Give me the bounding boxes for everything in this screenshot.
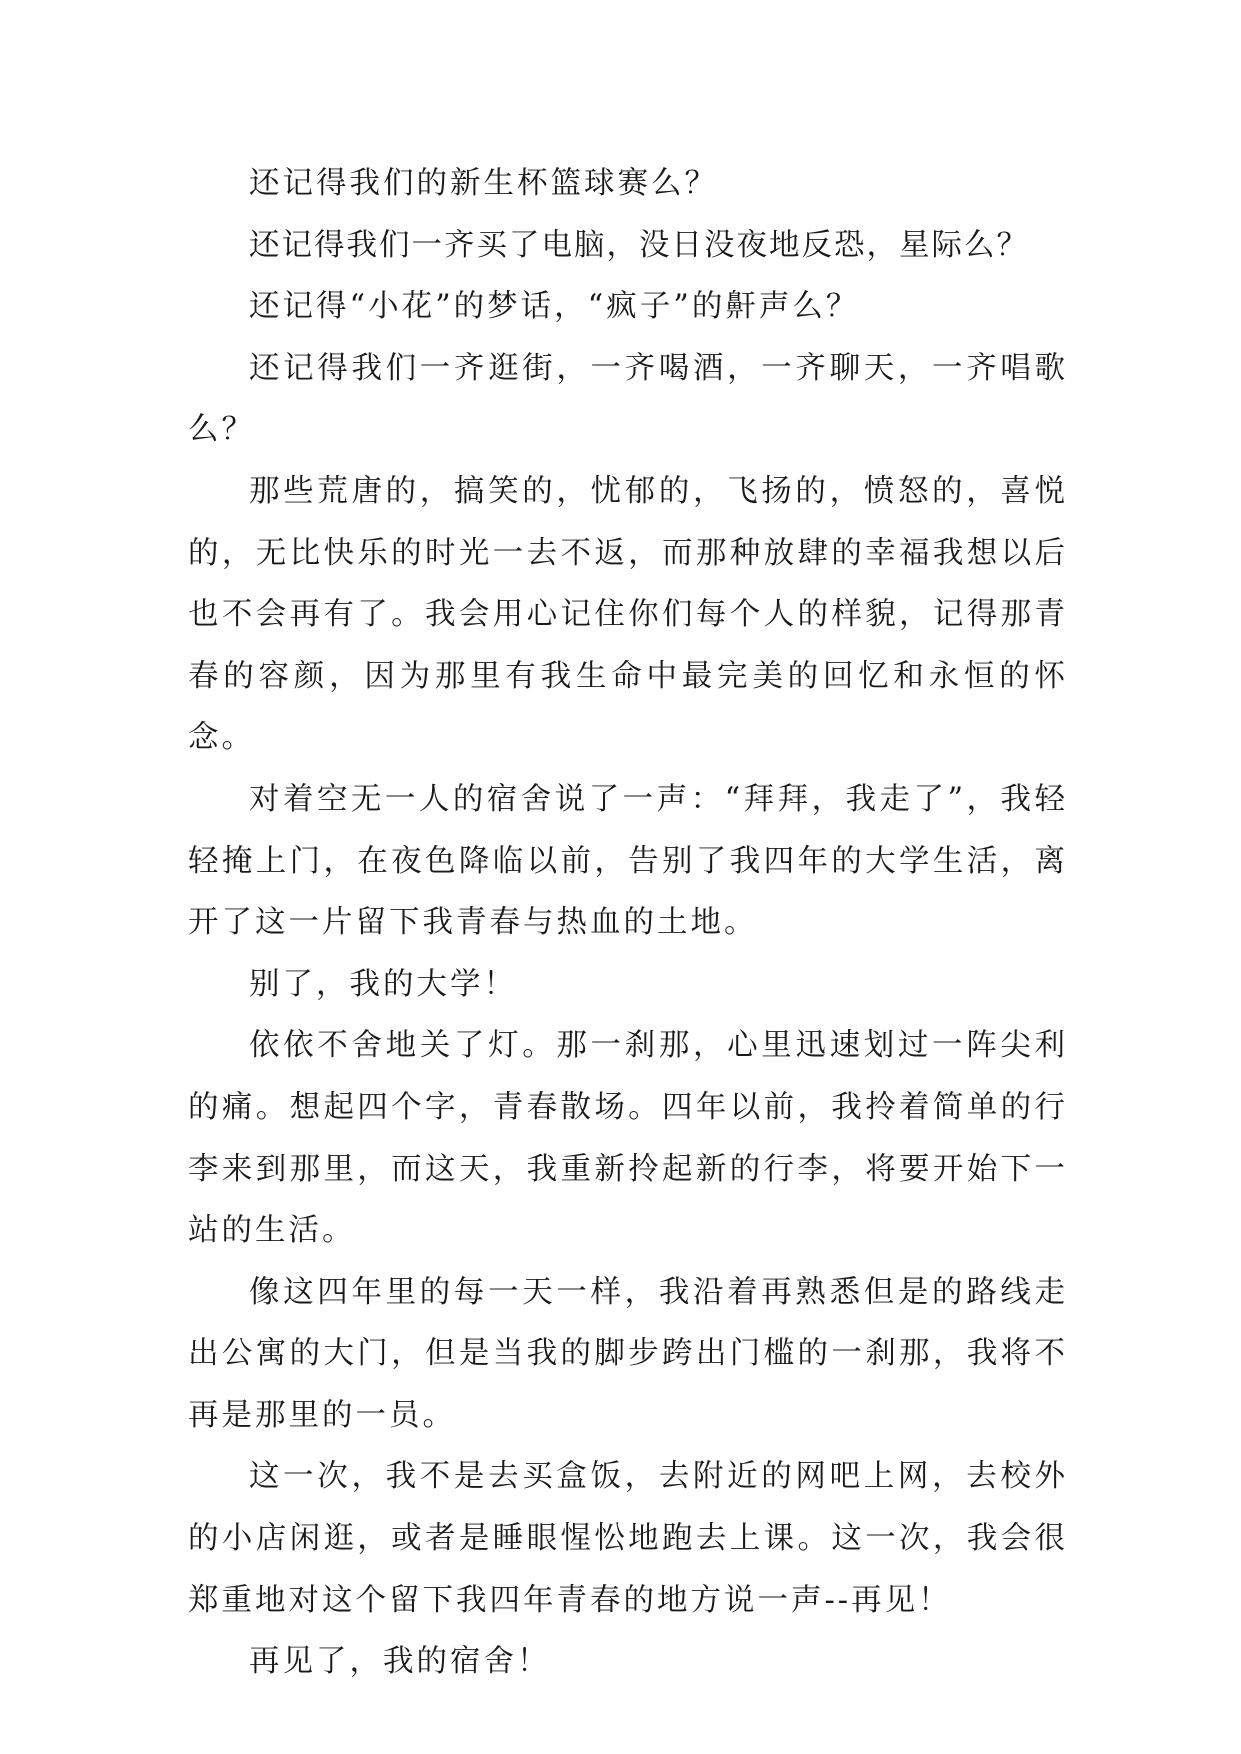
paragraph-5: 那些荒唐的，搞笑的，忧郁的，飞扬的，愤怒的，喜悦的，无比快乐的时光一去不返，而那种放肆的幸福我想以后也不会再有了。我会用心记住你们每个人的样貌，记得那青春的容颜，因为那里有我生命中最完美的回忆和永恒的怀念。 [188, 473, 1068, 756]
paragraph-6: 对着空无一人的宿舍说了一声：“拜拜，我走了”，我轻轻掩上门，在夜色降临以前，告别了我四年的大学生活，离开了这一片留下我青春与热血的土地。 [188, 781, 1068, 941]
paragraph-7: 别了，我的大学！ [249, 966, 517, 1002]
document-body [188, 153, 1068, 1693]
paragraph-4: 还记得我们一齐逛街，一齐喝酒，一齐聊天，一齐唱歌么？ [188, 350, 1068, 448]
paragraph-2: 还记得我们一齐买了电脑，没日没夜地反恐，星际么？ [249, 227, 1029, 263]
paragraph-8: 依依不舍地关了灯。那一刹那，心里迅速划过一阵尖利的痛。想起四个字，青春散场。四年以前，我拎着简单的行李来到那里，而这天，我重新拎起新的行李，将要开始下一站的生活。 [188, 1028, 1068, 1249]
paragraph-3: 还记得“小花”的梦话，“疯子”的鼾声么？ [249, 289, 860, 325]
paragraph-10: 这一次，我不是去买盒饭，去附近的网吧上网，去校外的小店闲逛，或者是睡眼惺忪地跑去上课。这一次，我会很郑重地对这个留下我四年青春的地方说一声--再见！ [188, 1459, 1068, 1618]
paragraph-11: 再见了，我的宿舍！ [249, 1644, 551, 1680]
paragraph-9: 像这四年里的每一天一样，我沿着再熟悉但是的路线走出公寓的大门，但是当我的脚步跨出门槛的一刹那，我将不再是那里的一员。 [188, 1274, 1068, 1433]
paragraph-1: 还记得我们的新生杯篮球赛么？ [249, 166, 718, 201]
